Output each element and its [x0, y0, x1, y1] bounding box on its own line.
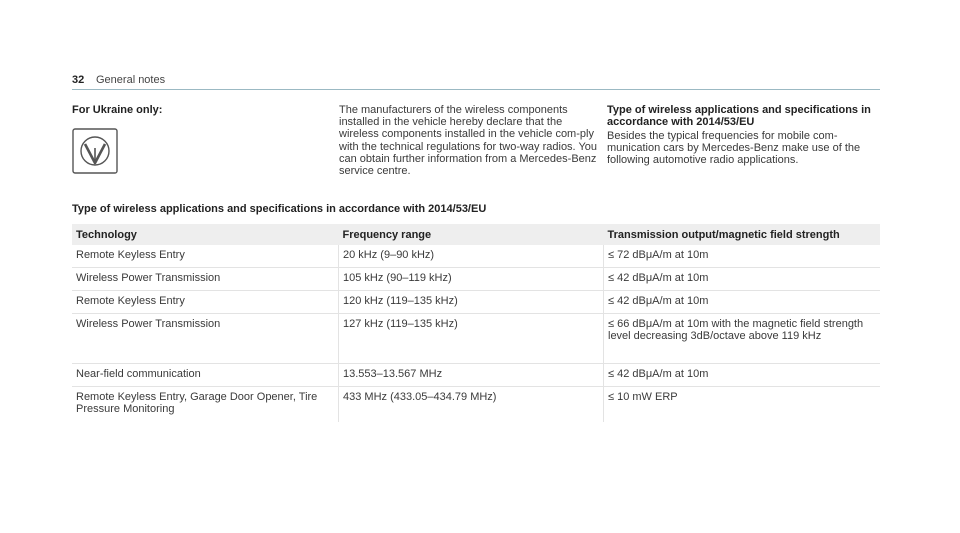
page-header: [72, 74, 880, 88]
cell-output: ≤ 66 dBμA/m at 10m with the magnetic field strength level decreasing 3dB/octave above 119 kHz: [604, 313, 881, 363]
cell-technology: Near-field communication: [72, 363, 339, 386]
cell-technology: Remote Keyless Entry: [72, 290, 339, 313]
cell-frequency: 20 kHz (9–90 kHz): [339, 245, 604, 267]
cell-technology: Remote Keyless Entry, Garage Door Opener, Tire Pressure Monitoring: [76, 390, 318, 415]
cell-output: ≤ 42 dBμA/m at 10m: [604, 267, 881, 290]
table-row: [72, 245, 880, 267]
table-title: Type of wireless applications and specifications in accordance with 2014/53/EU: [72, 203, 487, 215]
wireless-description: Besides the typical frequencies for mobile com-munication cars by Mercedes-Benz make use of the following automotive radio applications.: [607, 130, 861, 167]
table-row: [72, 386, 880, 422]
ukraine-declaration-text: The manufacturers of the wireless components installed in the vehicle hereby declare that the wireless components installed in the vehicle com-ply with the technical regulations for two-way radios. You can obtain further information from a Mercedes-Benz service centre.: [339, 104, 598, 178]
cell-frequency: 105 kHz (90–119 kHz): [339, 267, 604, 290]
cell-frequency: 127 kHz (119–135 kHz): [339, 313, 604, 363]
cell-frequency: 120 kHz (119–135 kHz): [339, 290, 604, 313]
cell-output: ≤ 42 dBμA/m at 10m: [604, 363, 881, 386]
cell-technology: Wireless Power Transmission: [72, 267, 339, 290]
page-number: 32: [72, 74, 85, 86]
table-row: [72, 290, 880, 313]
cell-technology: Wireless Power Transmission: [72, 313, 339, 363]
cell-output: ≤ 72 dBμA/m at 10m: [604, 245, 881, 267]
header-divider: [72, 89, 880, 90]
cell-frequency: 433 MHz (433.05–434.79 MHz): [339, 386, 604, 422]
column-header-output: Transmission output/magnetic field strength: [604, 224, 881, 245]
cell-output: ≤ 42 dBμA/m at 10m: [604, 290, 881, 313]
spec-table: [72, 224, 880, 422]
column-header-frequency: Frequency range: [339, 224, 604, 245]
cell-frequency: 13.553–13.567 MHz: [339, 363, 604, 386]
cell-output: ≤ 10 mW ERP: [604, 386, 881, 422]
table-row: [72, 363, 880, 386]
section-title: General notes: [96, 74, 166, 86]
wireless-heading: Type of wireless applications and specifications in accordance with 2014/53/EU: [607, 104, 871, 129]
column-header-technology: Technology: [72, 224, 339, 245]
cell-technology: Remote Keyless Entry: [72, 245, 339, 267]
table-row: [72, 267, 880, 290]
table-header-row: [72, 224, 880, 245]
ukraine-heading: For Ukraine only:: [72, 104, 163, 116]
table-row: [72, 313, 880, 363]
ukraine-conformity-mark-icon: [72, 128, 118, 174]
